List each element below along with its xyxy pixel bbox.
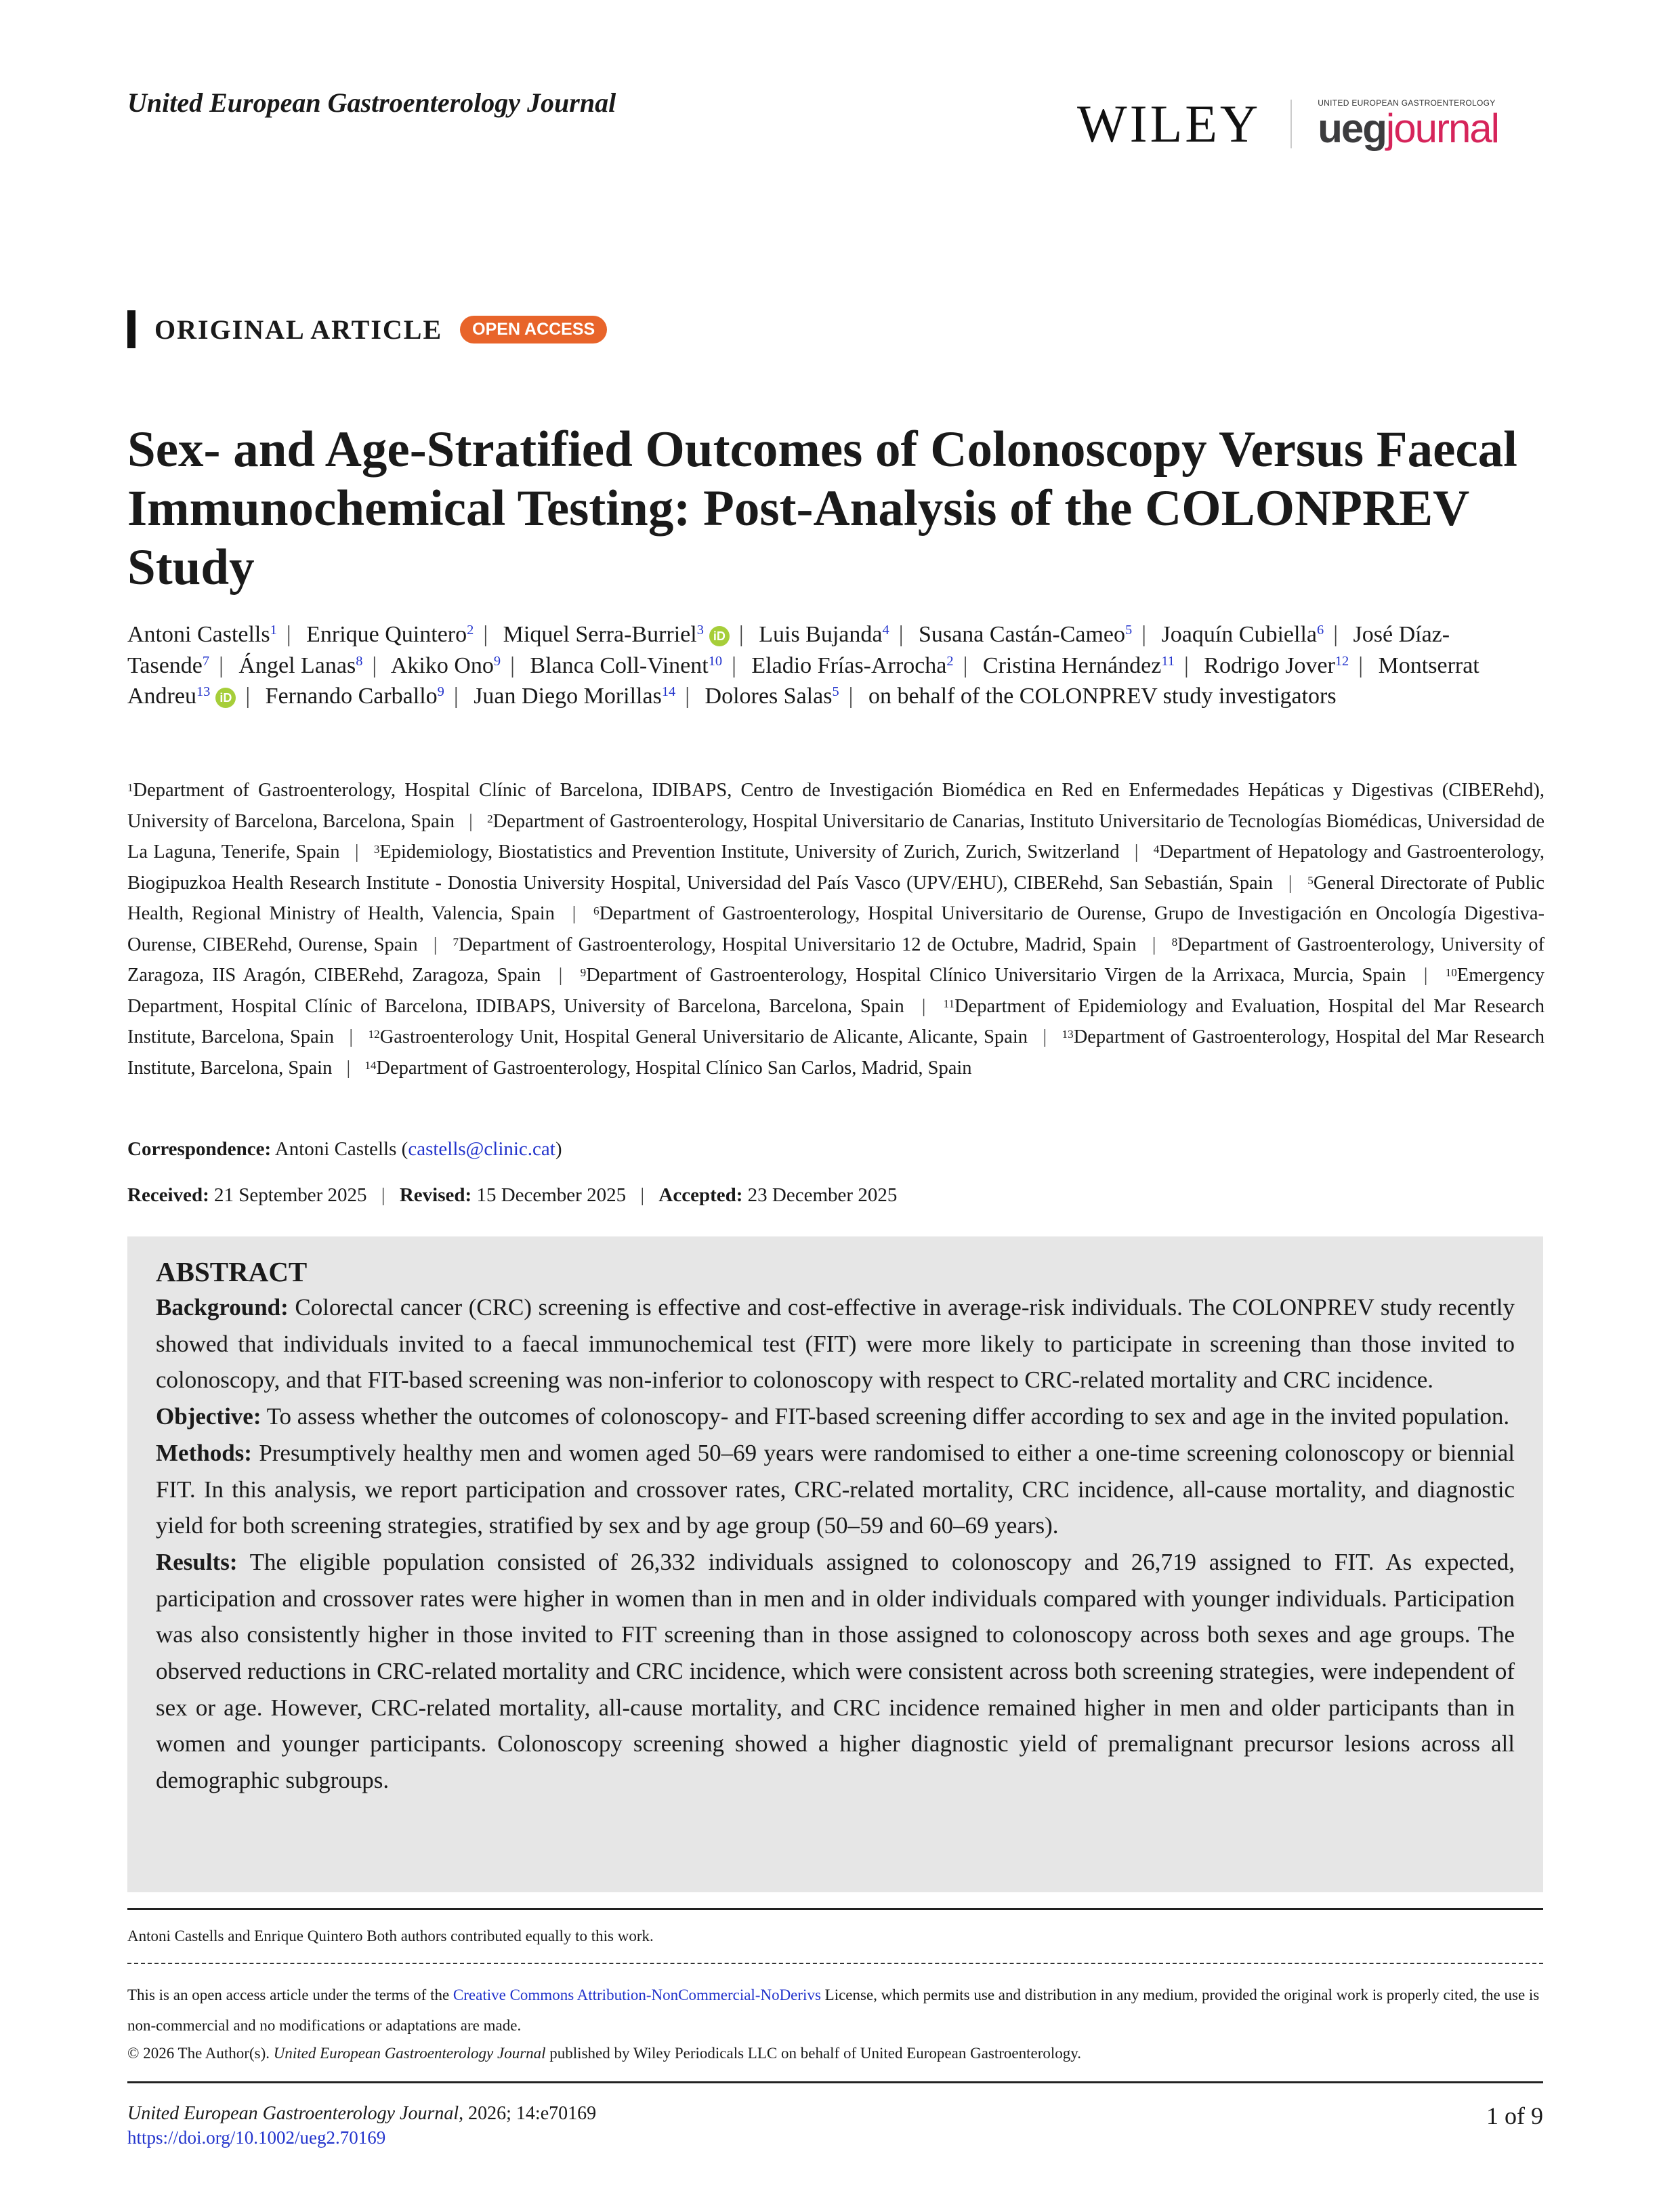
affiliation-ref[interactable]: 4 <box>882 623 889 638</box>
affiliation-ref[interactable]: 13 <box>196 684 211 699</box>
separator: | <box>640 1184 645 1206</box>
separator: | <box>381 1184 385 1206</box>
separator: | <box>685 684 690 709</box>
separator: | <box>1141 622 1147 647</box>
orcid-icon[interactable]: iD <box>709 626 730 646</box>
separator: | <box>558 965 563 986</box>
section-text: Presumptively healthy men and women aged 50–69 years were randomised to either a one-time screening colonoscopy or biennial FIT. In this analysis, we report participation and crossover rates, CRC-related mortality, CRC incidence, all-cause mortality, and diagnostic yield for both screening strategies, stratified by sex and by age group (50–59 and 60–69 years). <box>156 1439 1515 1539</box>
affiliation-number: 4 <box>1153 843 1160 856</box>
separator: | <box>372 652 377 678</box>
separator: | <box>354 841 359 862</box>
separator: | <box>453 684 459 709</box>
affiliation-number: 5 <box>1307 873 1314 887</box>
affiliation-text: Gastroenterology Unit, Hospital General Universitario de Alicante, Alicante, Spain <box>379 1026 1028 1047</box>
affiliation-number: 6 <box>593 904 600 917</box>
author[interactable] <box>503 622 730 647</box>
article-type-label: ORIGINAL ARTICLE <box>154 314 443 345</box>
separator: | <box>1152 934 1156 955</box>
author[interactable] <box>751 653 953 678</box>
section-label: Results: <box>156 1548 238 1575</box>
ueg-logo-ueg: ueg <box>1318 106 1386 151</box>
section-text: To assess whether the outcomes of colonoscopy- and FIT-based screening differ according to sex and age in the invited population. <box>266 1403 1510 1430</box>
affiliation-number: 11 <box>943 997 955 1010</box>
affiliation-ref[interactable]: 8 <box>356 653 363 669</box>
affiliation-ref[interactable]: 9 <box>493 653 501 669</box>
copyright-text: published by Wiley Periodicals LLC on behalf of United European Gastroenterology. <box>545 2045 1082 2062</box>
affiliation-text: Department of Hepatology and Gastroenterology, Biogipuzkoa Health Research Institute - Donostia University Hospital, Universidad del País Vasco (UPV/EHU), CIBERehd, San Sebastián, Spain <box>127 841 1545 894</box>
abstract-results <box>156 1544 1515 1799</box>
author-name: Miquel Serra-Burriel <box>503 622 697 647</box>
author[interactable] <box>919 622 1132 647</box>
affiliation-number: 9 <box>580 966 587 979</box>
abstract-body <box>156 1289 1515 1799</box>
author-name: Cristina Hernández <box>982 652 1162 678</box>
author[interactable] <box>759 622 889 647</box>
affiliation-ref[interactable]: 3 <box>696 623 704 638</box>
author-name: Enrique Quintero <box>306 622 467 647</box>
affiliation-text: Department of Epidemiology and Evaluation, Hospital del Mar Research Institute, Barcelona, Spain <box>127 995 1545 1047</box>
separator: | <box>433 934 438 955</box>
affiliation-ref[interactable]: 5 <box>832 684 839 699</box>
correspondence-name: Antoni Castells <box>274 1138 397 1160</box>
affiliation-text: Department of Gastroenterology, Hospital Universitario de Ourense, Grupo de Investigación en Oncología Digestiva-Ourense, CIBERehd, Ourense, Spain <box>127 903 1545 955</box>
page-number: 1 of 9 <box>1486 2102 1543 2129</box>
affiliation-number: 1 <box>127 781 133 794</box>
affiliation-text: Department of Gastroenterology, Hospital Universitario de Canarias, Instituto Universitario de Tecnologías Biomédicas, Universidad de La Laguna, Tenerife, Spain <box>127 810 1545 862</box>
affiliation-ref[interactable]: 10 <box>708 653 723 669</box>
orcid-icon[interactable]: iD <box>215 688 236 708</box>
author-name: Susana Castán-Cameo <box>919 622 1126 647</box>
ueg-logo-small-text: UNITED EUROPEAN GASTROENTEROLOGY <box>1318 98 1496 108</box>
correspondence-email-link[interactable]: castells@clinic.cat <box>408 1138 555 1160</box>
author-name: Montserrat Andreu <box>127 652 1479 709</box>
author[interactable] <box>474 684 675 709</box>
divider <box>127 2081 1543 2083</box>
author-name: Eladio Frías-Arrocha <box>751 652 947 678</box>
doi-link[interactable]: https://doi.org/10.1002/ueg2.70169 <box>127 2127 386 2148</box>
affiliation-text: Department of Gastroenterology, Hospital del Mar Research Institute, Barcelona, Spain <box>127 1026 1545 1079</box>
affiliation-ref[interactable]: 2 <box>946 653 954 669</box>
affiliation-ref[interactable]: 12 <box>1335 653 1349 669</box>
affiliation-text: Epidemiology, Biostatistics and Prevention Institute, University of Zurich, Zurich, Switzerland <box>379 841 1120 862</box>
logo-divider <box>1290 100 1292 148</box>
separator: | <box>483 622 488 647</box>
author-name: Ángel Lanas <box>238 652 356 678</box>
affiliation-number: 7 <box>453 935 459 949</box>
separator: | <box>346 1057 351 1079</box>
copyright-journal: United European Gastroenterology Journal <box>273 2045 546 2062</box>
author-name: Fernando Carballo <box>265 684 438 709</box>
revised-date: 15 December 2025 <box>476 1184 627 1206</box>
affiliation-ref[interactable]: 5 <box>1125 623 1133 638</box>
separator: | <box>1288 872 1293 894</box>
affiliation-text: Department of Gastroenterology, Hospital Universitario 12 de Octubre, Madrid, Spain <box>459 934 1137 955</box>
separator: | <box>1333 622 1339 647</box>
section-label: Objective: <box>156 1403 261 1430</box>
footer-volume: , 2026; 14:e70169 <box>459 2103 597 2124</box>
abstract-background <box>156 1289 1515 1398</box>
separator: | <box>963 652 968 678</box>
ueg-logo-journal: journal <box>1385 106 1499 151</box>
separator: | <box>848 684 854 709</box>
affiliation-text: Emergency Department, Hospital Clínic of Barcelona, IDIBAPS, University of Barcelona, Barcelona, Spain <box>127 965 1545 1017</box>
separator: | <box>1183 652 1189 678</box>
wiley-logo: WILEY <box>1077 94 1261 153</box>
abstract-heading: ABSTRACT <box>156 1256 308 1287</box>
separator: | <box>469 810 473 832</box>
journal-name: United European Gastroenterology Journal <box>127 87 616 118</box>
separator: | <box>510 652 515 678</box>
author-name: Dolores Salas <box>705 684 833 709</box>
affiliation <box>581 965 1406 986</box>
author-name: Rodrigo Jover <box>1204 652 1335 678</box>
separator: | <box>349 1026 354 1047</box>
affiliation-ref[interactable]: 2 <box>467 623 474 638</box>
correspondence-label: Correspondence: <box>127 1138 272 1160</box>
open-access-badge: OPEN ACCESS <box>460 316 607 343</box>
author-name: José Díaz-Tasende <box>127 622 1450 678</box>
author[interactable] <box>391 653 501 678</box>
article-title: Sex- and Age-Stratified Outcomes of Colonoscopy Versus Faecal Immunochemical Testing: Post-Analysis of the COLONPREV Study <box>127 421 1517 596</box>
affiliation-number: 8 <box>1171 935 1178 949</box>
affiliation-ref[interactable]: 11 <box>1161 653 1175 669</box>
affiliation-number: 10 <box>1445 966 1457 979</box>
footer-journal: United European Gastroenterology Journal <box>127 2103 459 2124</box>
section-text: The eligible population consisted of 26,332 individuals assigned to colonoscopy and 26,719 assigned to FIT. As expected, participation and crossover rates were higher in women than in men and in older individuals compared with younger individuals. Participation was also consistently higher in those invited to FIT screening than in those assigned to colonoscopy across both sexes and age groups. The observed reductions in CRC-related mortality and CRC incidence, which were consistent across both screening strategies, were independent of sex or age. However, CRC-related mortality, all-cause mortality, and CRC incidence remained higher in men and older participants than in women and younger participants. Colonoscopy screening showed a higher diagnostic yield of premalignant precursor lesions across all demographic subgroups. <box>156 1548 1515 1794</box>
separator: | <box>572 903 576 924</box>
author-name: on behalf of the COLONPREV study investigators <box>868 684 1337 709</box>
author[interactable] <box>1204 653 1349 678</box>
affiliation-text: Department of Gastroenterology, Hospital Clínic of Barcelona, IDIBAPS, Centro de Investigación Biomédica en Red en Enfermedades Hepáticas y Digestivas (CIBERehd), University of Barcelona, Barcelona, Spain <box>127 780 1545 832</box>
author[interactable] <box>868 684 1337 709</box>
separator: | <box>286 622 291 647</box>
equal-contribution-note: Antoni Castells and Enrique Quintero Both authors contributed equally to this work. <box>127 1928 654 1944</box>
separator: | <box>1423 965 1428 986</box>
author[interactable] <box>127 622 277 647</box>
section-label: Background: <box>156 1294 289 1320</box>
received-label: Received: <box>127 1184 209 1206</box>
affiliation <box>364 1058 971 1079</box>
article-dates <box>127 1184 897 1207</box>
affiliation-text: Department of Gastroenterology, Hospital Clínico San Carlos, Madrid, Spain <box>376 1057 972 1079</box>
affiliation-text: Department of Gastroenterology, Hospital Clínico Universitario Virgen de la Arrixaca, Murcia, Spain <box>586 965 1406 986</box>
copyright-text: © 2026 The Author(s). <box>127 2045 274 2062</box>
separator: | <box>1358 652 1364 678</box>
affiliation-ref[interactable]: 6 <box>1317 623 1324 638</box>
affiliation-number: 12 <box>368 1028 380 1041</box>
author-name: Blanca Coll-Vinent <box>530 652 709 678</box>
author[interactable] <box>266 684 444 709</box>
affiliation-ref[interactable]: 14 <box>661 684 676 699</box>
author[interactable] <box>238 653 362 678</box>
section-label: Methods: <box>156 1439 252 1466</box>
correspondence: Correspondence: Antoni Castells (castells@clinic.cat) <box>127 1138 562 1160</box>
affiliations <box>127 775 1545 1083</box>
abstract-objective <box>156 1398 1515 1435</box>
accepted-date: 23 December 2025 <box>747 1184 898 1206</box>
author[interactable] <box>1162 622 1324 647</box>
separator: | <box>1134 841 1139 862</box>
author-name: Antoni Castells <box>127 622 270 647</box>
author[interactable] <box>705 684 839 709</box>
abstract-methods <box>156 1435 1515 1544</box>
author-name: Akiko Ono <box>390 652 494 678</box>
license-statement <box>127 1980 1545 2041</box>
affiliation-number: 3 <box>373 843 380 856</box>
copyright <box>127 2045 1081 2062</box>
affiliation-number: 2 <box>487 812 493 825</box>
author-name: Luis Bujanda <box>759 622 883 647</box>
author[interactable] <box>983 653 1175 678</box>
author[interactable] <box>530 653 722 678</box>
affiliation <box>453 934 1137 955</box>
received-date: 21 September 2025 <box>214 1184 367 1206</box>
abstract-box <box>127 1236 1543 1892</box>
footer-citation <box>127 2103 596 2125</box>
affiliation-ref[interactable]: 1 <box>270 623 277 638</box>
section-text: Colorectal cancer (CRC) screening is effective and cost-effective in average-risk individuals. The COLONPREV study recently showed that individuals invited to a faecal immunochemical test (FIT) were more likely to participate in screening than those invited to colonoscopy, and that FIT-based screening was non-inferior to colonoscopy with respect to CRC-related mortality and CRC incidence. <box>156 1294 1515 1394</box>
affiliation-ref[interactable]: 9 <box>437 684 444 699</box>
separator: | <box>738 622 744 647</box>
separator: | <box>245 684 251 709</box>
divider <box>127 1908 1543 1910</box>
publisher-logo <box>1077 93 1498 154</box>
affiliation-text: General Directorate of Public Health, Regional Ministry of Health, Valencia, Spain <box>127 872 1545 924</box>
license-text: This is an open access article under the terms of the <box>127 1986 453 2003</box>
ueg-journal-logo <box>1318 99 1498 149</box>
affiliation-ref[interactable]: 7 <box>202 653 210 669</box>
separator: | <box>921 995 926 1017</box>
article-type-bar <box>127 310 135 348</box>
affiliation <box>374 841 1120 862</box>
dashed-divider <box>127 1963 1543 1964</box>
license-text: License, which permits use and distribution in any medium, provided the original work is properly cited, the use is non-commercial and no modifications or adaptations are made. <box>127 1986 1540 2034</box>
author-name: Joaquín Cubiella <box>1161 622 1317 647</box>
separator: | <box>219 652 224 678</box>
revised-label: Revised: <box>399 1184 472 1206</box>
separator: | <box>898 622 904 647</box>
affiliation-number: 14 <box>364 1058 377 1072</box>
separator: | <box>1043 1026 1047 1047</box>
separator: | <box>732 652 736 678</box>
author[interactable] <box>306 622 474 647</box>
license-link[interactable]: Creative Commons Attribution-NonCommercial-NoDerivs <box>453 1986 821 2003</box>
article-type <box>127 310 607 348</box>
affiliation-number: 13 <box>1062 1028 1074 1041</box>
affiliation-text: Department of Gastroenterology, University of Zaragoza, IIS Aragón, CIBERehd, Zaragoza, Spain <box>127 934 1545 986</box>
author-name: Juan Diego Morillas <box>474 684 662 709</box>
author-list <box>127 619 1550 712</box>
affiliation <box>369 1026 1028 1047</box>
accepted-label: Accepted: <box>658 1184 743 1206</box>
